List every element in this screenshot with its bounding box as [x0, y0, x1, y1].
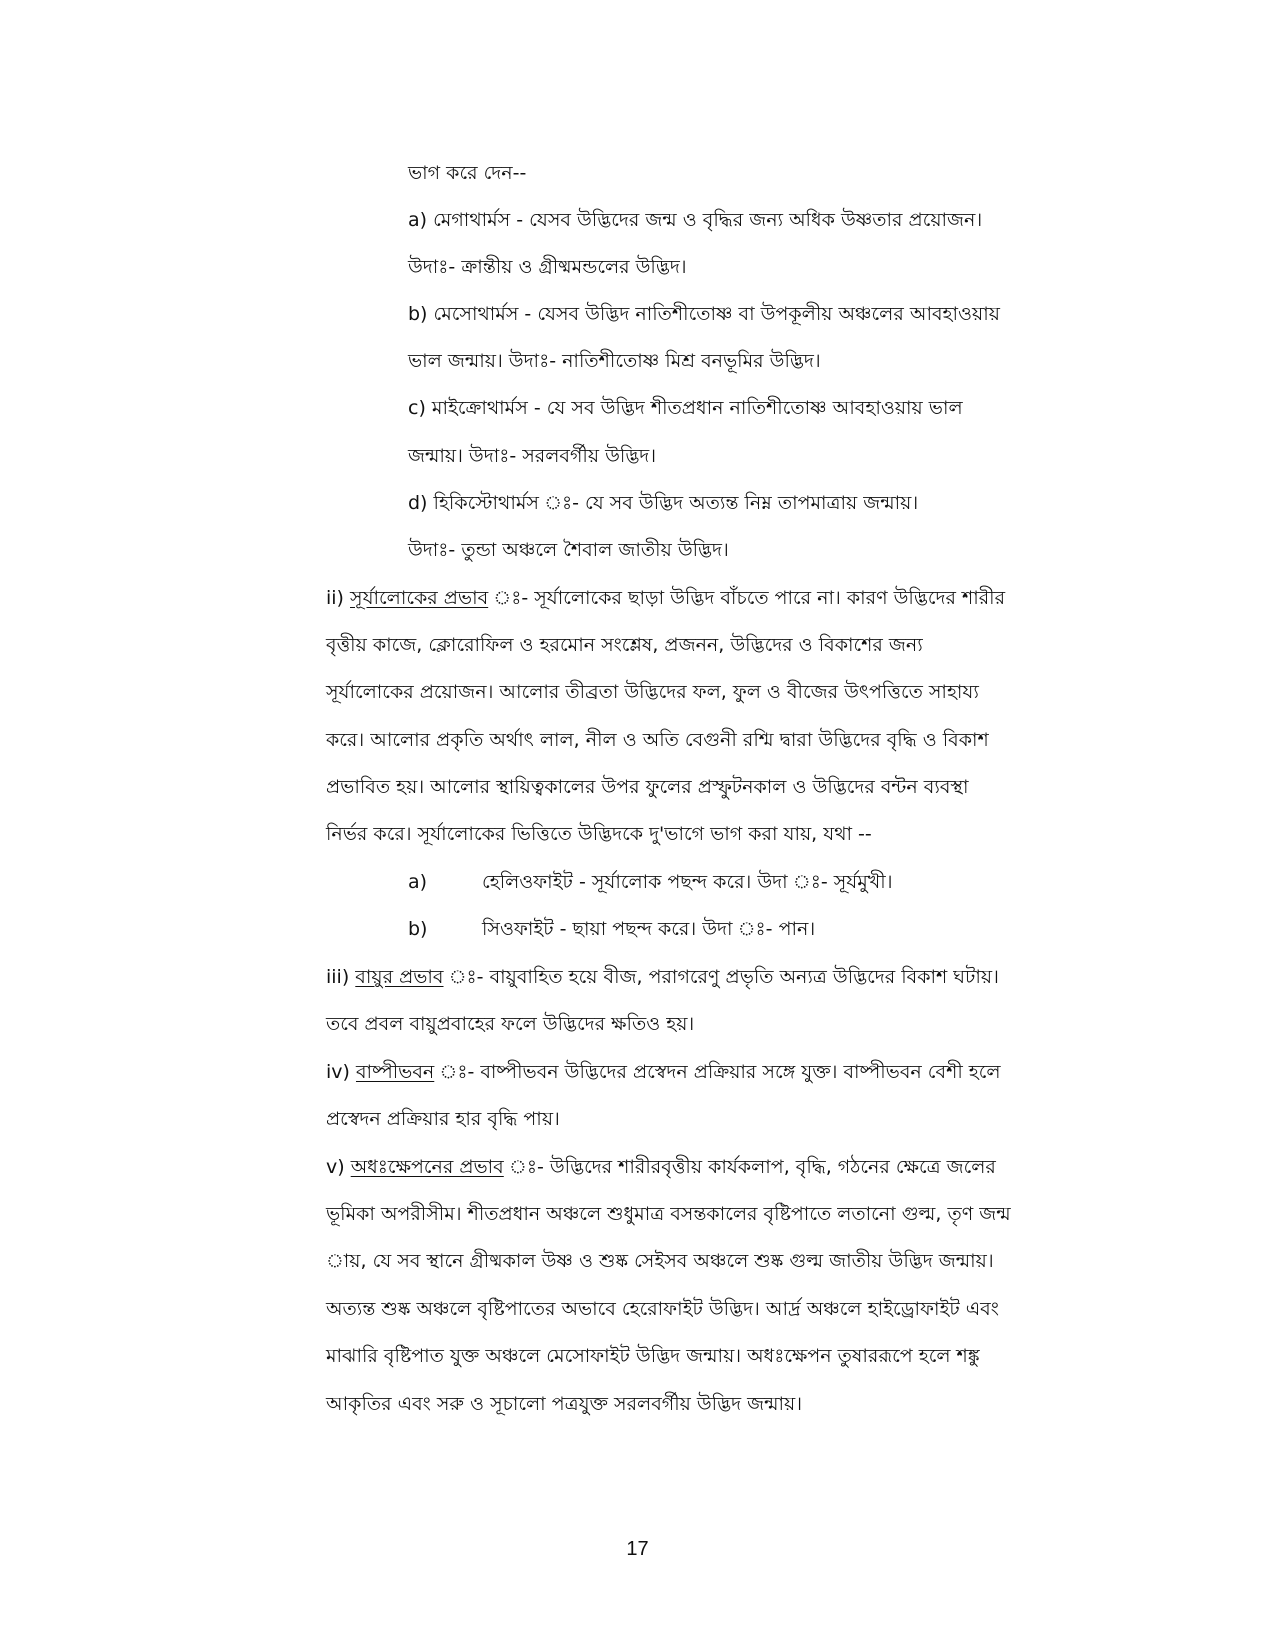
- text-line: প্রস্বেদন প্রক্রিয়ার হার বৃদ্ধি পায়।: [326, 1108, 560, 1130]
- section-prefix: iv): [326, 1061, 356, 1083]
- wind-paragraph-first-line: [326, 964, 999, 990]
- text-line: c) মাইক্রোথার্মস - যে সব উদ্ভিদ শীতপ্রধান নাতিশীতোষ্ণ আবহাওয়ায় ভাল: [408, 397, 963, 419]
- text-line: নির্ভর করে। সূর্যালোকের ভিত্তিতে উদ্ভিদকে দু'ভাগে ভাগ করা যায়, যথা --: [326, 823, 872, 845]
- section-text: ঃ- বাষ্পীভবন উদ্ভিদের প্রস্বেদন প্রক্রিয়ার সঙ্গে যুক্ত। বাষ্পীভবন বেশী হলে: [434, 1061, 1001, 1083]
- section-text: ঃ- বায়ুবাহিত হয়ে বীজ, পরাগরেণু প্রভৃতি অন্যত্র উদ্ভিদের বিকাশ ঘটায়।: [443, 966, 999, 988]
- sunlight-paragraph-first-line: [326, 585, 1005, 611]
- section-heading: বায়ুর প্রভাব: [355, 966, 444, 988]
- text-line: a) মেগাথার্মস - যেসব উদ্ভিদের জন্ম ও বৃদ্ধির জন্য অধিক উষ্ণতার প্রয়োজন।: [408, 209, 983, 231]
- list-item-label: a): [408, 871, 428, 893]
- text-line: ভাল জন্মায়। উদাঃ- নাতিশীতোষ্ণ মিশ্র বনভূমির উদ্ভিদ।: [408, 350, 821, 372]
- section-prefix: iii): [326, 966, 356, 988]
- list-item: [408, 916, 815, 942]
- text-line: b) মেসোথার্মস - যেসব উদ্ভিদ নাতিশীতোষ্ণ বা উপকূলীয় অঞ্চলের আবহাওয়ায়: [408, 303, 1000, 325]
- section-heading: বাষ্পীভবন: [355, 1061, 435, 1083]
- text-line: ভাগ করে দেন--: [408, 162, 527, 184]
- section-heading: সূর্যালোকের প্রভাব: [350, 587, 489, 609]
- text-line: বৃত্তীয় কাজে, ক্লোরোফিল ও হরমোন সংশ্লেষ, প্রজনন, উদ্ভিদের ও বিকাশের জন্য: [326, 634, 923, 656]
- text-line: জন্মায়। উদাঃ- সরলবর্গীয় উদ্ভিদ।: [408, 445, 657, 467]
- text-line: আকৃতির এবং সরু ও সূচালো পত্রযুক্ত সরলবর্গীয় উদ্ভিদ জন্মায়।: [326, 1393, 803, 1415]
- list-item: [408, 869, 893, 895]
- text-line: করে। আলোর প্রকৃতি অর্থাৎ লাল, নীল ও অতি বেগুনী রশ্মি দ্বারা উদ্ভিদের বৃদ্ধি ও বিকাশ: [326, 729, 989, 751]
- text-line: সূর্যালোকের প্রয়োজন। আলোর তীব্রতা উদ্ভিদের ফল, ফুল ও বীজের উৎপত্তিতে সাহায্য: [326, 681, 979, 703]
- section-text: ঃ- উদ্ভিদের শারীরবৃত্তীয় কার্যকলাপ, বৃদ্ধি, গঠনের ক্ষেত্রে জলের: [503, 1156, 996, 1178]
- text-line: উদাঃ- তুন্ডা অঞ্চলে শৈবাল জাতীয় উদ্ভিদ।: [408, 539, 729, 561]
- section-text: ঃ- সূর্যালোকের ছাড়া উদ্ভিদ বাঁচতে পারে না। কারণ উদ্ভিদের শারীর: [488, 587, 1006, 609]
- text-line: উদাঃ- ক্রান্তীয় ও গ্রীষ্মমন্ডলের উদ্ভিদ।: [408, 256, 687, 278]
- list-item-text: সিওফাইট - ছায়া পছন্দ করে। উদা ঃ- পান।: [482, 918, 816, 940]
- section-heading: অধঃক্ষেপনের প্রভাব: [350, 1156, 504, 1178]
- text-line: ভূমিকা অপরীসীম। শীতপ্রধান অঞ্চলে শুধুমাত্র বসন্তকালের বৃষ্টিপাতে লতানো গুল্ম, তৃণ জন্ম: [326, 1203, 1011, 1225]
- evaporation-paragraph-first-line: [326, 1059, 1001, 1085]
- text-line: d) হিকিস্টোথার্মস ঃ- যে সব উদ্ভিদ অত্যন্ত নিম্ন তাপমাত্রায় জন্মায়।: [408, 492, 919, 514]
- section-prefix: v): [326, 1156, 351, 1178]
- page-number: 17: [626, 1538, 649, 1560]
- list-item-text: হেলিওফাইট - সূর্যালোক পছন্দ করে। উদা ঃ- সূর্যমুখী।: [482, 871, 893, 893]
- text-line: মাঝারি বৃষ্টিপাত যুক্ত অঞ্চলে মেসোফাইট উদ্ভিদ জন্মায়। অধঃক্ষেপন তুষাররূপে হলে শঙ্কু: [326, 1345, 980, 1367]
- section-prefix: ii): [326, 587, 351, 609]
- text-line: ায়, যে সব স্থানে গ্রীষ্মকাল উষ্ণ ও শুষ্ক সেইসব অঞ্চলে শুষ্ক গুল্ম জাতীয় উদ্ভিদ জন্মায়।: [326, 1250, 994, 1272]
- list-item-label: b): [408, 918, 428, 940]
- text-line: তবে প্রবল বায়ুপ্রবাহের ফলে উদ্ভিদের ক্ষতিও হয়।: [326, 1013, 695, 1035]
- precipitation-paragraph-first-line: [326, 1154, 996, 1180]
- text-line: অত্যন্ত শুষ্ক অঞ্চলে বৃষ্টিপাতের অভাবে হেরোফাইট উদ্ভিদ। আর্দ্র অঞ্চলে হাইড্রোফাইট এবং: [326, 1298, 999, 1320]
- text-line: প্রভাবিত হয়। আলোর স্থায়িত্বকালের উপর ফুলের প্রস্ফুটনকাল ও উদ্ভিদের বন্টন ব্যবস্থা: [326, 776, 969, 798]
